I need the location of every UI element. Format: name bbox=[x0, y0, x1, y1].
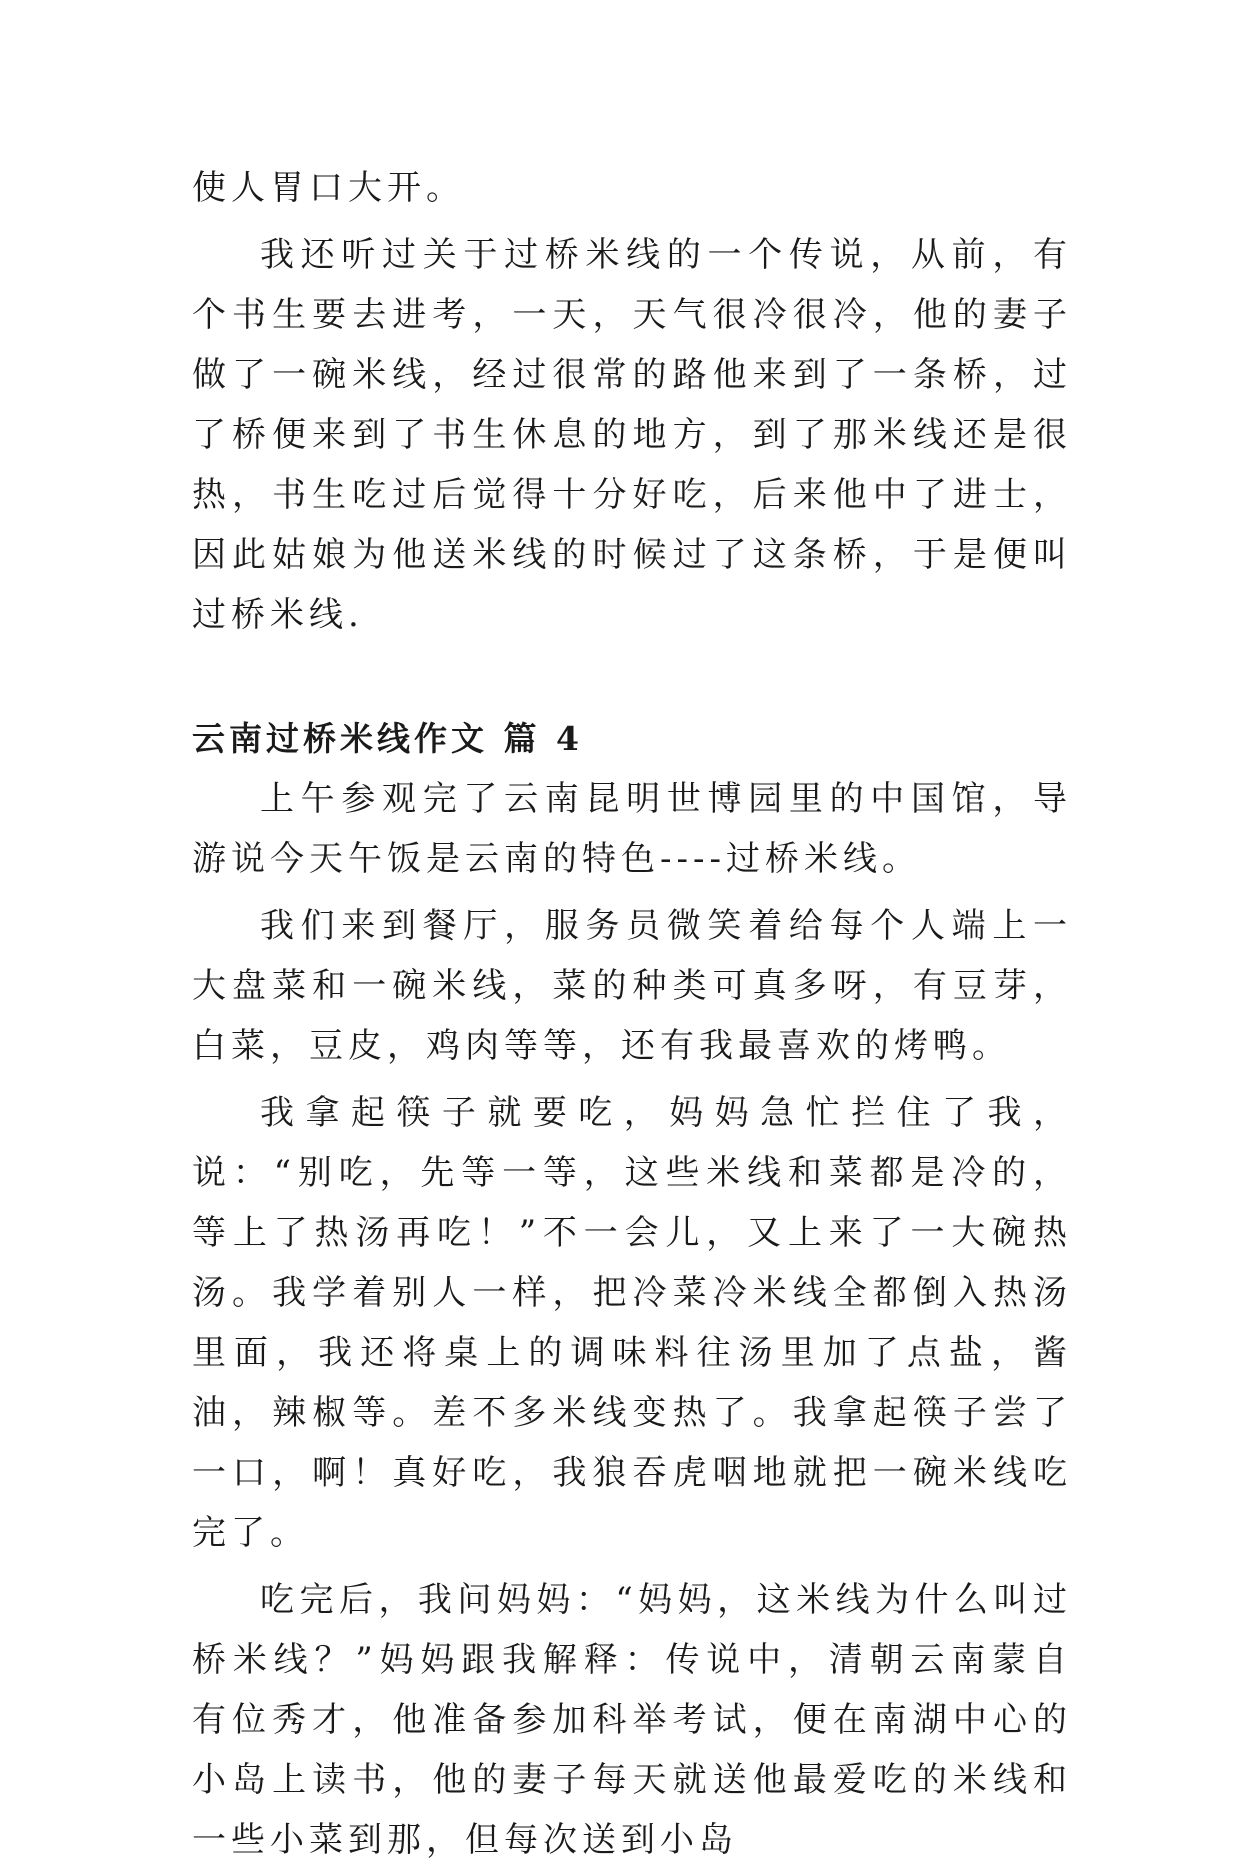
paragraph-visit: 上午参观完了云南昆明世博园里的中国馆，导游说今天午饭是云南的特色----过桥米线。 bbox=[192, 779, 1072, 879]
paragraph-continuation: 使人胃口大开。 bbox=[192, 168, 465, 208]
paragraph-eating: 我拿起筷子就要吃，妈妈急忙拦住了我，说：“别吃，先等一等，这些米线和菜都是冷的，等上了热汤再吃！”不一会儿，又上来了一大碗热汤。我学着别人一样，把冷菜冷米线全都倒入热汤里面，我还将桌上的调味料往汤里加了点盐，酱油，辣椒等。差不多米线变热了。我拿起筷子尝了一口，啊！真好吃，我狼吞虎咽地就把一碗米线吃完了。 bbox=[192, 1093, 1072, 1553]
section-heading: 云南过桥米线作文 篇 4 bbox=[192, 719, 583, 758]
paragraph-explanation: 吃完后，我问妈妈：“妈妈，这米线为什么叫过桥米线？”妈妈跟我解释：传说中，清朝云南蒙自有位秀才，他准备参加科举考试，便在南湖中心的小岛上读书，他的妻子每天就送他最爱吃的米线和一些小菜到那，但每次送到小岛 bbox=[192, 1580, 1072, 1860]
paragraph-restaurant: 我们来到餐厅，服务员微笑着给每个人端上一大盘菜和一碗米线，菜的种类可真多呀，有豆芽，白菜，豆皮，鸡肉等等，还有我最喜欢的烤鸭。 bbox=[192, 906, 1072, 1066]
paragraph-legend: 我还听过关于过桥米线的一个传说，从前，有个书生要去进考，一天，天气很冷很冷，他的妻子做了一碗米线，经过很常的路他来到了一条桥，过了桥便来到了书生休息的地方，到了那米线还是很热，书生吃过后觉得十分好吃，后来他中了进士，因此姑娘为他送米线的时候过了这条桥，于是便叫过桥米线. bbox=[192, 235, 1072, 635]
document-body bbox=[192, 158, 1072, 1870]
